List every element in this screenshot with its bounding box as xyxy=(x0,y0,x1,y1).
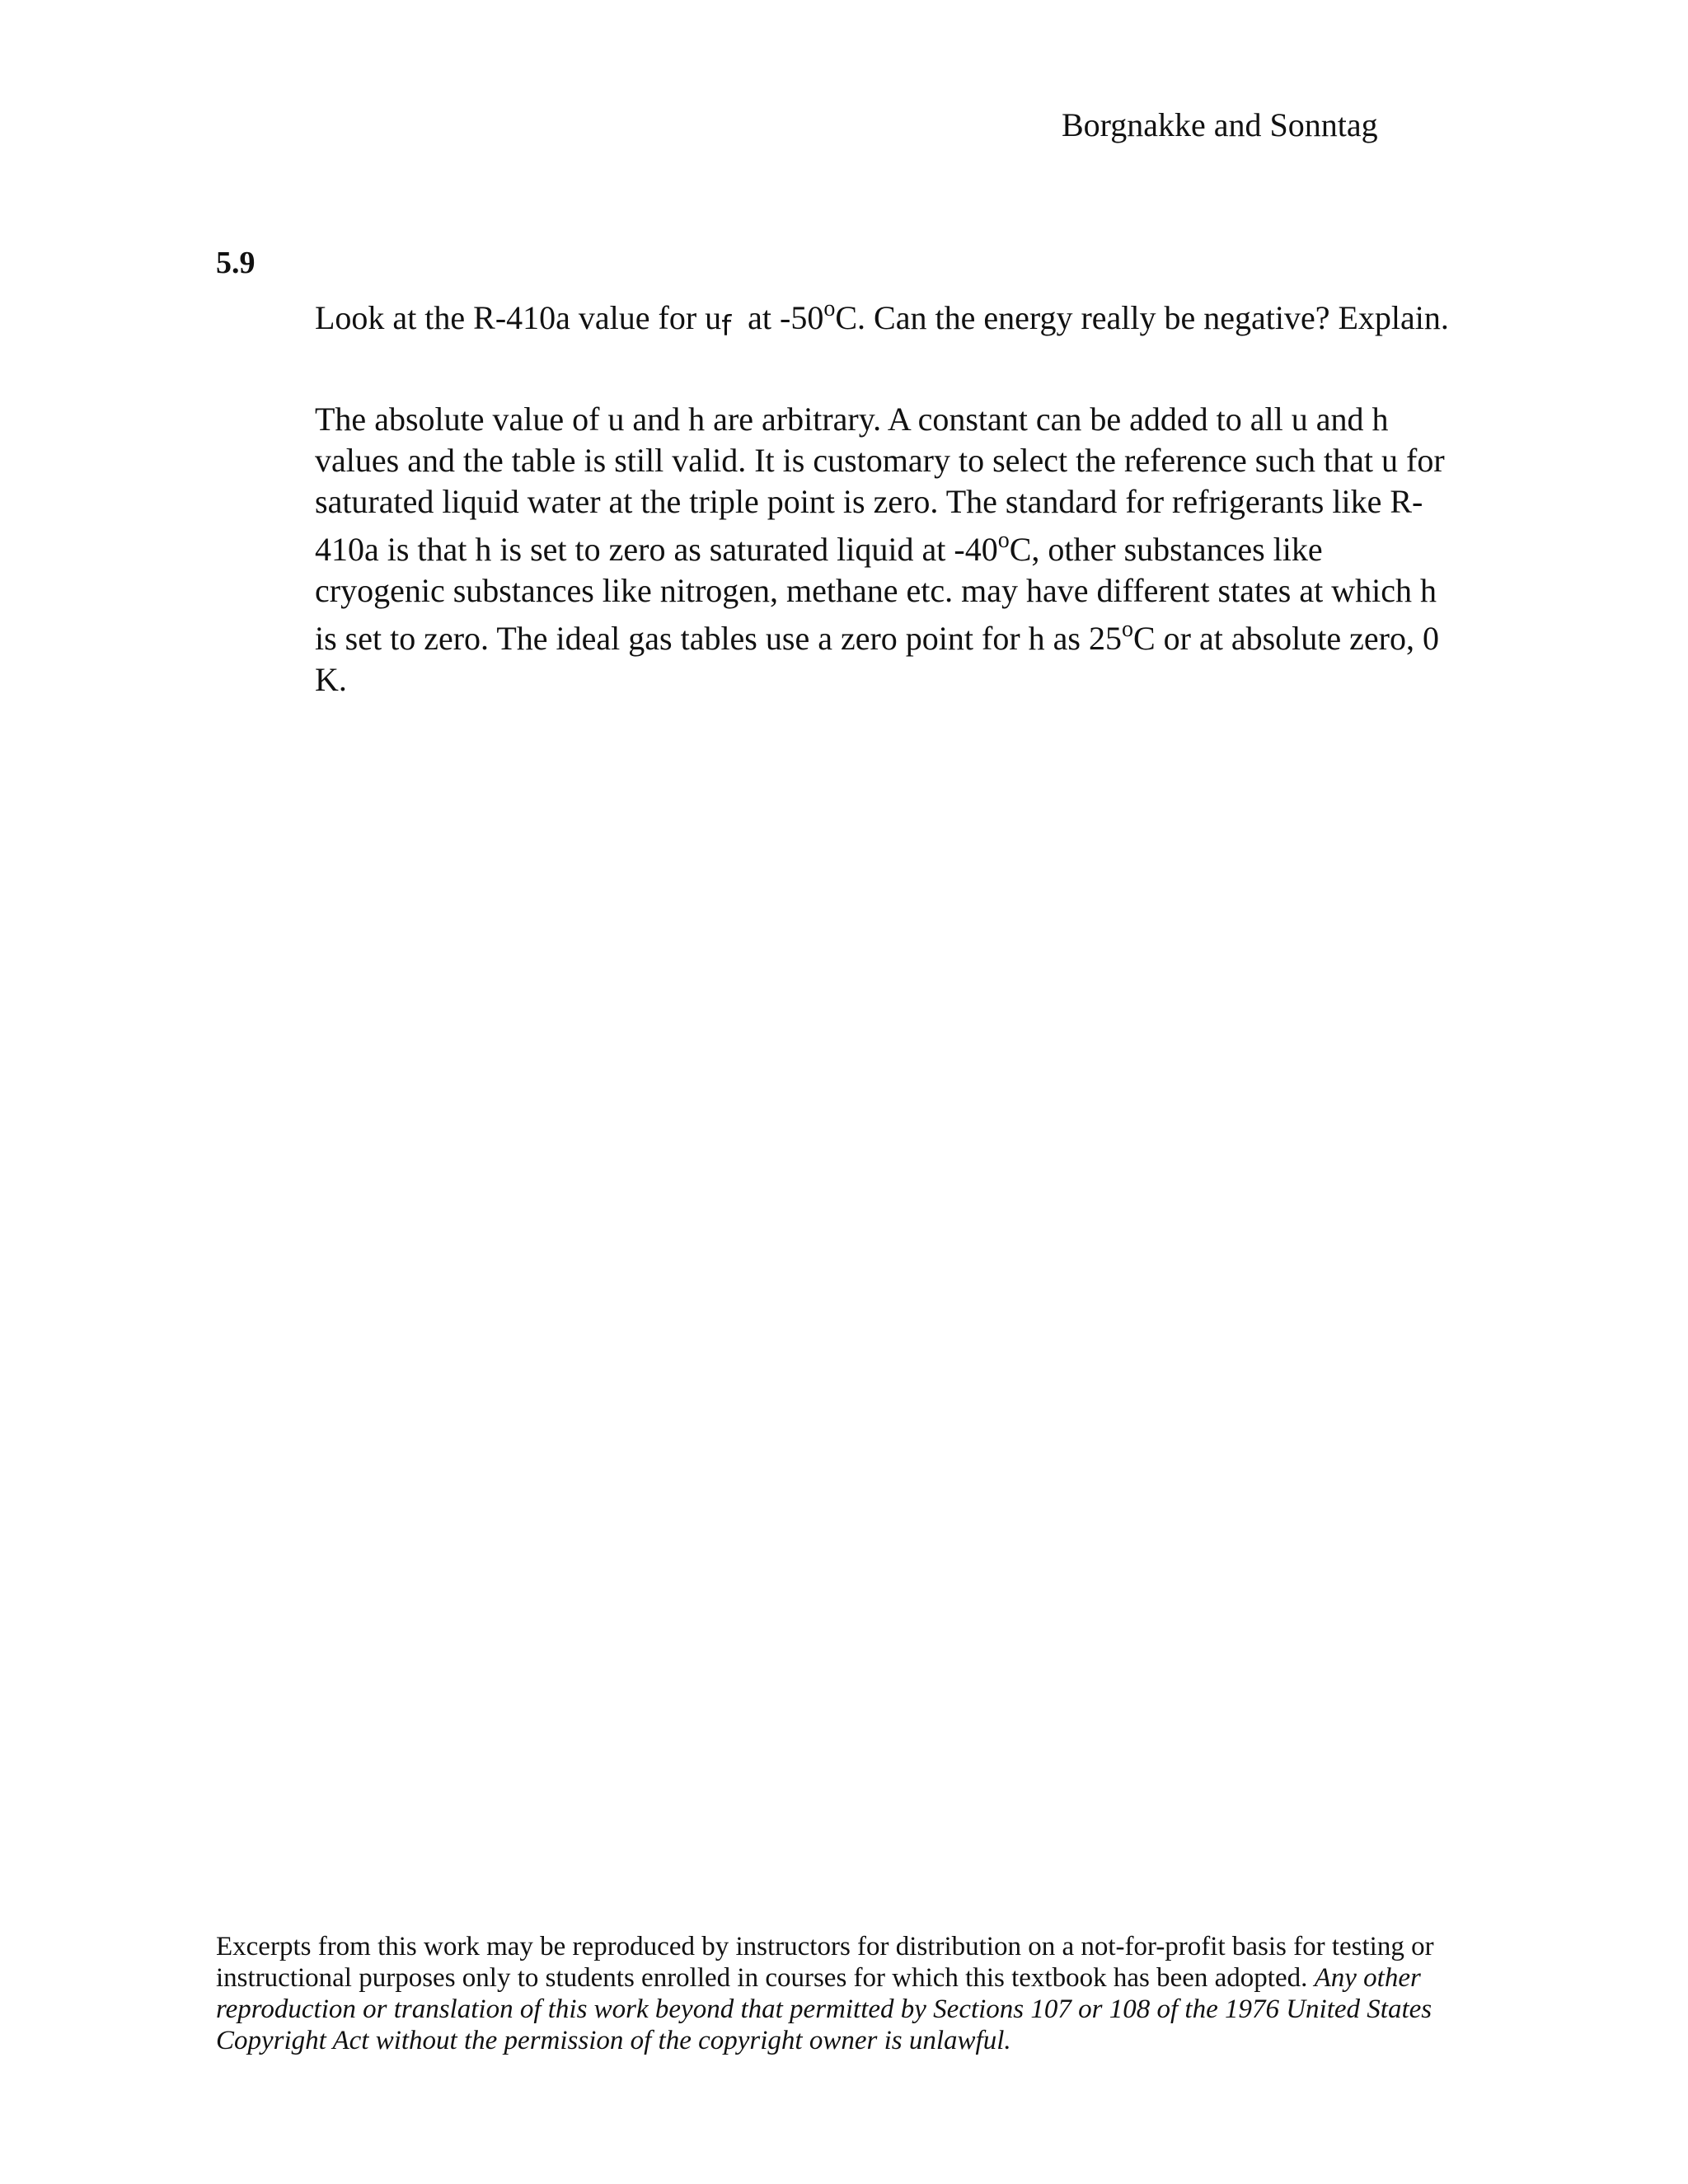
answer-line-2: values and the table is still valid. It is customary to select the reference such that u for xyxy=(315,442,1445,479)
answer-line-5: cryogenic substances like nitrogen, methane etc. may have different states at which h xyxy=(315,572,1437,609)
answer-line-4-b: C, other substances like xyxy=(1009,531,1323,568)
answer-line-6-a: is set to zero. The ideal gas tables use a zero point for h as 25 xyxy=(315,620,1122,657)
answer-line-1: The absolute value of u and h are arbitrary. A constant can be added to all u and h xyxy=(315,401,1389,438)
answer-line-6 xyxy=(315,618,1452,659)
question-degree-sup: o xyxy=(823,296,836,321)
footer-line-2-italic: Any other xyxy=(1314,1963,1421,1993)
copyright-footer xyxy=(216,1931,1469,2056)
answer-line-6-b: C or at absolute zero, 0 xyxy=(1132,620,1439,657)
question-text-1: Look at the R-410a value for u xyxy=(315,299,722,336)
footer-line-2-a: instructional purposes only to students enrolled in courses for which this textbook has been adopted. xyxy=(216,1963,1315,1993)
answer-line-7: K. xyxy=(315,661,347,698)
problem-question xyxy=(315,295,1485,341)
question-text-3: C. Can the energy really be negative? Explain. xyxy=(835,299,1449,336)
page-header: Borgnakke and Sonntag xyxy=(1062,106,1378,143)
footer-line-4: Copyright Act without the permission of the copyright owner is unlawful. xyxy=(216,2026,1011,2055)
footer-line-1: Excerpts from this work may be reproduced by instructors for distribution on a not-for-profit basis for testing or xyxy=(216,1932,1434,1961)
footer-line-3: reproduction or translation of this work beyond that permitted by Sections 107 or 108 of the 1976 United States xyxy=(216,1994,1432,2024)
answer-line-6-degree: o xyxy=(1121,616,1133,642)
answer-line-4 xyxy=(315,529,1452,570)
footer-line-2 xyxy=(216,1962,1469,1994)
answer-line-4-a: 410a is that h is set to zero as saturated liquid at -40 xyxy=(315,531,998,568)
problem-answer xyxy=(315,399,1452,701)
problem-number: 5.9 xyxy=(216,246,256,280)
answer-line-4-degree: o xyxy=(997,527,1010,553)
answer-line-3: saturated liquid water at the triple point is zero. The standard for refrigerants like R- xyxy=(315,483,1423,520)
question-text-2: at -50 xyxy=(731,299,824,336)
question-subscript-f: f xyxy=(721,310,732,343)
